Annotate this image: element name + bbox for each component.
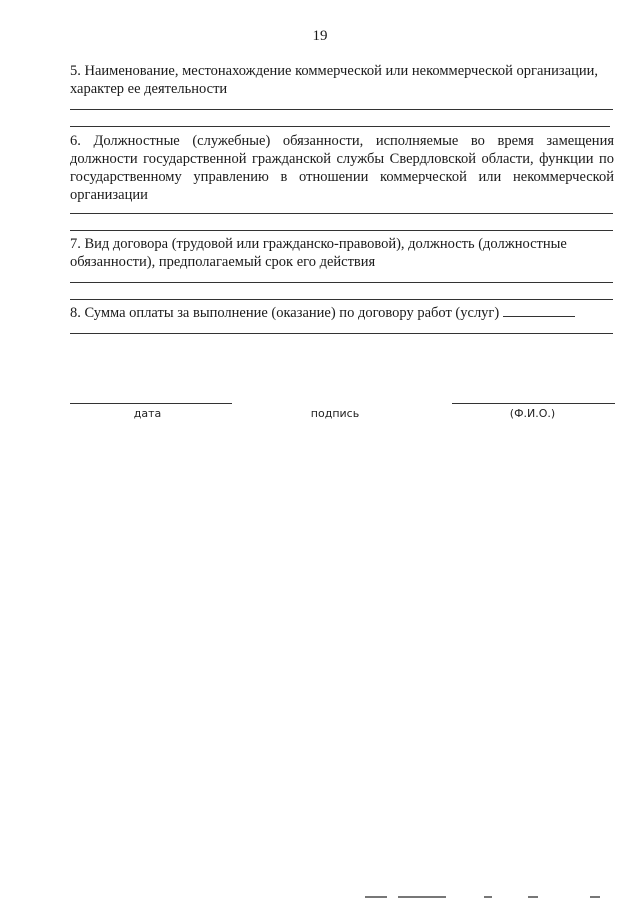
scan-artifact <box>528 896 538 898</box>
scan-artifact <box>484 896 492 898</box>
date-line <box>70 403 232 404</box>
item-7-fill-line-2 <box>70 299 613 300</box>
full-name-label: (Ф.И.О.) <box>509 407 556 420</box>
item-8-amount-blank <box>503 304 575 317</box>
scan-artifact <box>365 896 387 898</box>
page-number: 19 <box>312 28 328 44</box>
name-line <box>452 403 615 404</box>
item-6-fill-line-2 <box>70 230 613 231</box>
item-6-fill-line <box>70 213 613 214</box>
item-8-text: 8. Сумма оплаты за выполнение (оказание) по договору работ (услуг) <box>70 305 500 321</box>
item-7-text: 7. Вид договора (трудовой или гражданско-правовой), должность (должностные обязанности), предполагаемый срок его действия <box>70 236 567 270</box>
item-7-fill-line <box>70 282 613 283</box>
item-5-text: 5. Наименование, местонахождение коммерческой или некоммерческой организации, характер ее деятельности <box>70 63 598 97</box>
scan-artifact <box>398 896 446 898</box>
scan-artifact <box>590 896 600 898</box>
signature-label: подпись <box>310 407 360 420</box>
item-5-fill-line <box>70 109 613 110</box>
item-6-text: 6. Должностные (служебные) обязанности, исполняемые во время замещения должности государственной гражданской службы Свердловской области, функции по государственному управлению в отношении коммерческой или некоммерческой организации <box>70 133 614 203</box>
item-5-fill-line-2 <box>70 126 610 127</box>
date-label: дата <box>133 407 162 420</box>
item-8-fill-line <box>70 333 613 334</box>
item-8-paragraph <box>70 304 614 322</box>
